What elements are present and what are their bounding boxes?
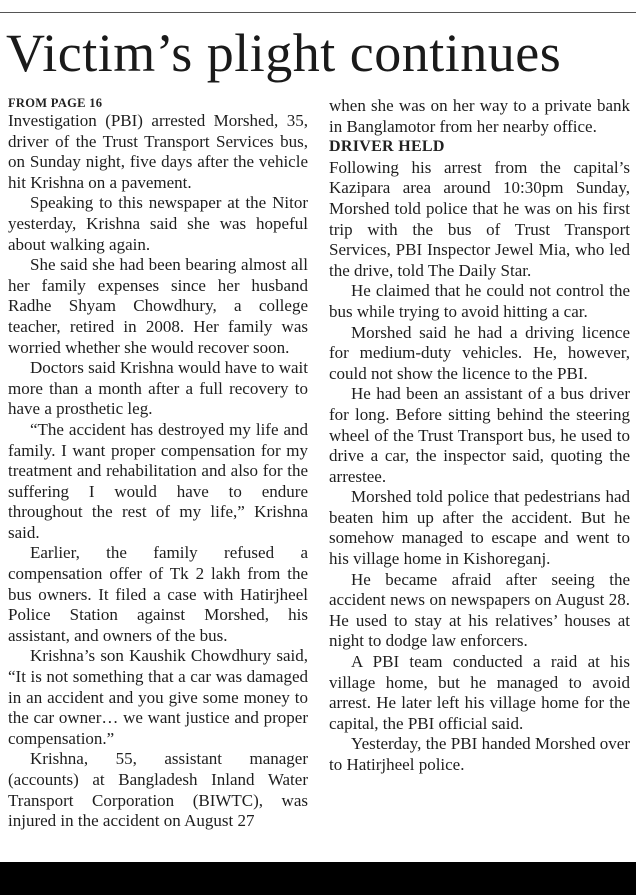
headline: Victim’s plight continues xyxy=(6,23,562,83)
paragraph: Krishna’s son Kaushik Chowdhury said, “It is not something that a car was damaged in an accident and you give some money to the car owner… we want justice and proper compensation.” xyxy=(8,646,308,748)
paragraph: He had been an assistant of a bus driver for long. Before sitting behind the steering wheel of the Trust Transport bus, he used to drive a car, the inspector said, quoting the arrestee. xyxy=(329,384,630,486)
paragraph: Investigation (PBI) arrested Morshed, 35, driver of the Trust Transport Services bus, on Sunday night, five days after the vehicle hit Krishna on a pavement. xyxy=(8,111,308,192)
article-column-left xyxy=(8,96,308,832)
paragraph: Morshed said he had a driving licence for medium-duty vehicles. He, however, could not show the licence to the PBI. xyxy=(329,322,630,383)
paragraph: “The accident has destroyed my life and family. I want proper compensation for my treatment and rehabilitation and also for the suffering I would have to endure throughout the rest of my life,” Krishna said. xyxy=(8,419,308,542)
paragraph: Speaking to this newspaper at the Nitor yesterday, Krishna said she was hopeful about walking again. xyxy=(8,193,308,254)
paragraph: Krishna, 55, assistant manager (accounts) at Bangladesh Inland Water Transport Corporation (BIWTC), was injured in the accident on August 27 xyxy=(8,749,308,831)
top-rule xyxy=(0,12,636,13)
paragraph: She said she had been bearing almost all her family expenses since her husband Radhe Shyam Chowdhury, a college teacher, retired in 2008. Her family was worried whether she would recover soon. xyxy=(8,255,308,357)
article-column-right xyxy=(329,96,630,776)
paragraph: A PBI team conducted a raid at his village home, but he managed to avoid arrest. He later left his village home for the capital, the PBI official said. xyxy=(329,652,630,733)
paragraph: Following his arrest from the capital’s Kazipara area around 10:30pm Sunday, Morshed told police that he was on his first trip with the bus of Trust Transport Services, PBI Inspector Jewel Mia, who led the drive, told The Daily Star. xyxy=(329,157,630,280)
paragraph: Morshed told police that pedestrians had beaten him up after the accident. But he somehow managed to escape and went to his village home in Kishoreganj. xyxy=(329,487,630,569)
continuation-label: FROM PAGE 16 xyxy=(8,96,103,110)
paragraph: Earlier, the family refused a compensation offer of Tk 2 lakh from the bus owners. It filed a case with Hatirjheel Police Station against Morshed, his assistant, and owners of the bus. xyxy=(8,543,308,645)
paragraph: Doctors said Krishna would have to wait more than a month after a full recovery to have a prosthetic leg. xyxy=(8,358,308,419)
paragraph: when she was on her way to a private bank in Banglamotor from her nearby office. xyxy=(329,96,630,136)
paragraph: Yesterday, the PBI handed Morshed over to Hatirjheel police. xyxy=(329,734,630,774)
paragraph: He claimed that he could not control the bus while trying to avoid hitting a car. xyxy=(329,281,630,321)
bottom-black-bar xyxy=(0,862,636,895)
subheading: DRIVER HELD xyxy=(329,138,445,156)
paragraph: He became afraid after seeing the accident news on newspapers on August 28. He used to stay at his relatives’ houses at night to dodge law enforcers. xyxy=(329,569,630,651)
